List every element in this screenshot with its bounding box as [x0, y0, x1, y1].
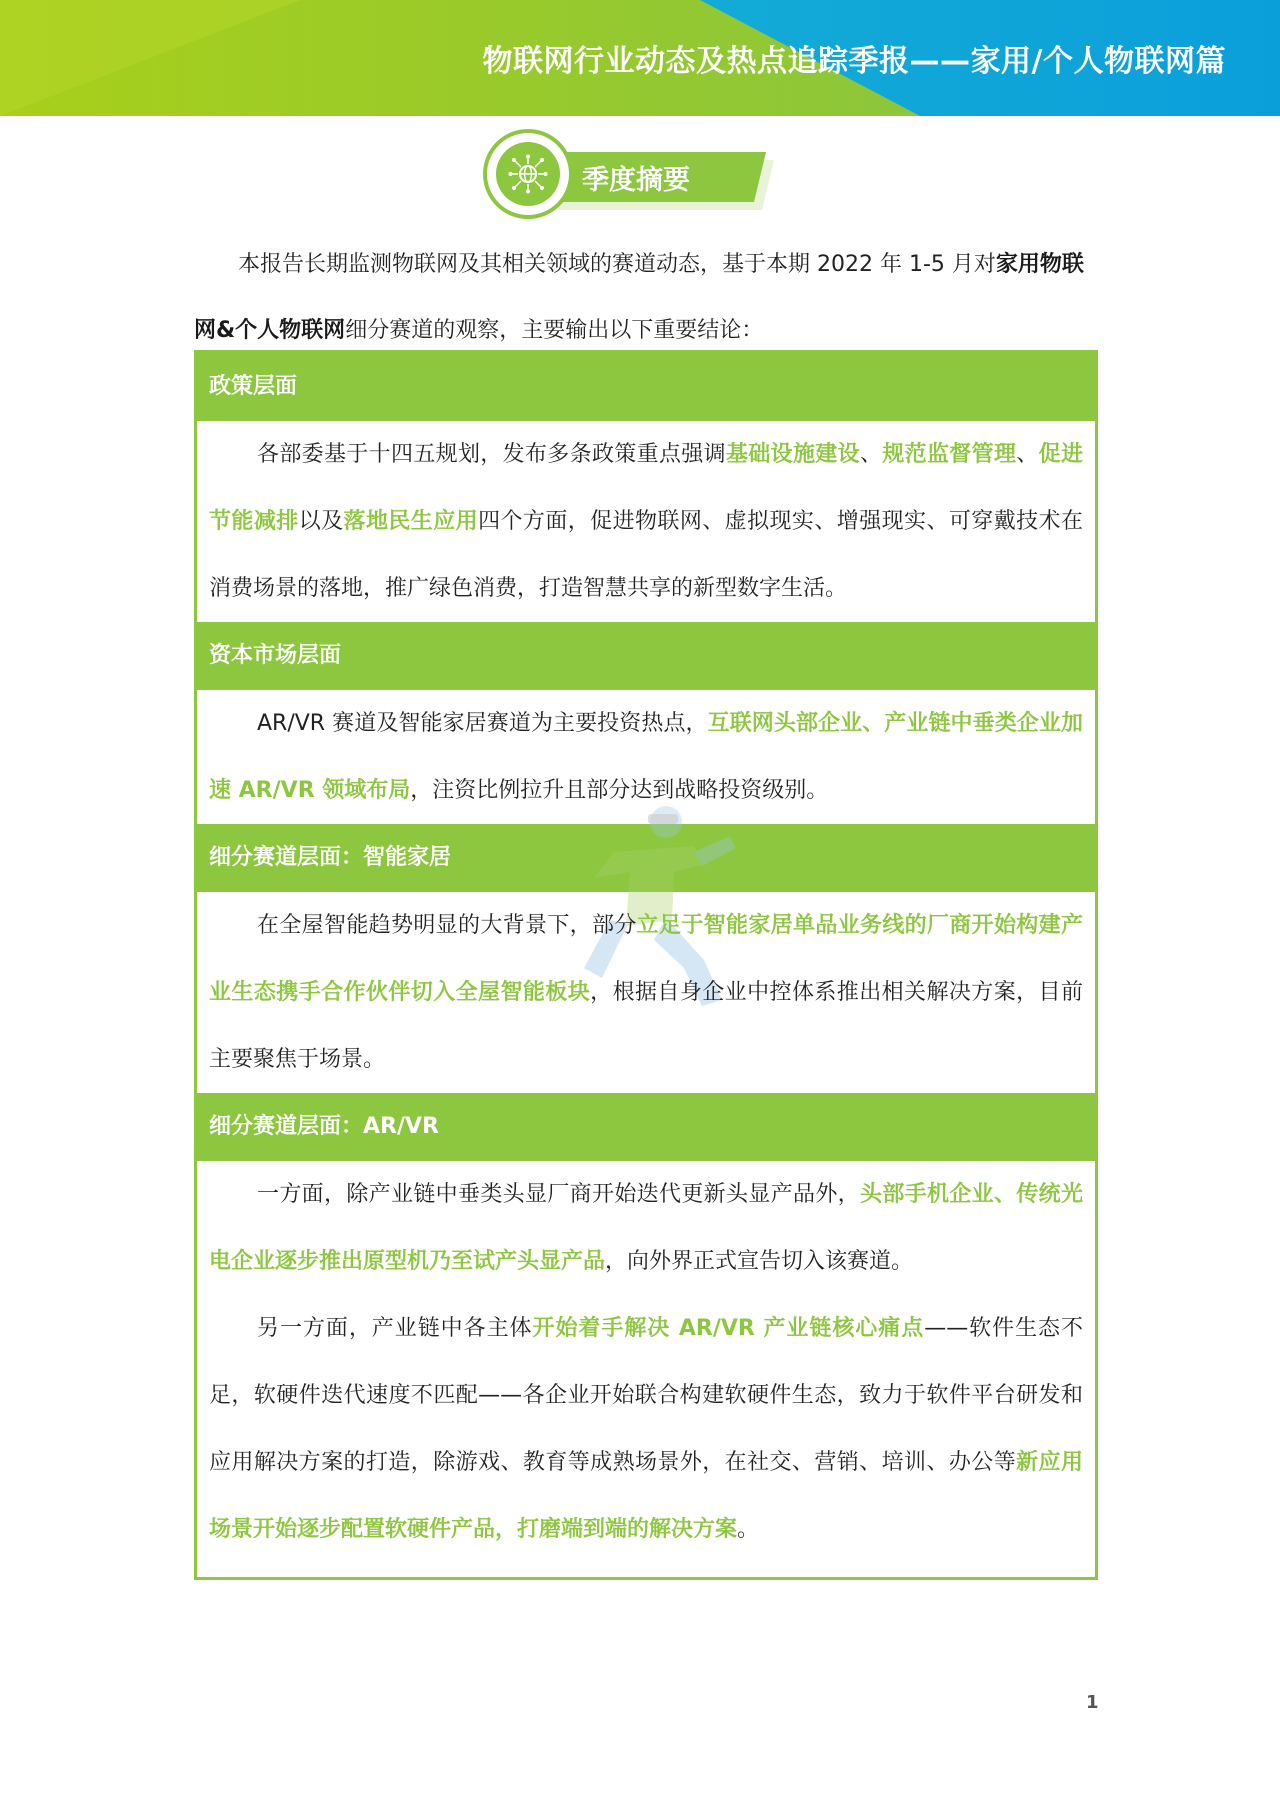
policy-text: 、 — [1016, 442, 1039, 467]
intro-text-2: 细分赛道的观察，主要输出以下重要结论： — [345, 318, 764, 343]
smart-home-highlight: 立足于智能家居单品业务线的厂商开始构建产业生态携手合作伙伴切入全屋智能板块 — [209, 913, 1083, 1005]
section-heading-arvr: 细分赛道层面：AR/VR — [197, 1093, 1095, 1161]
section-body-smart-home — [197, 892, 1095, 1093]
section-body-arvr — [197, 1161, 1095, 1577]
header-banner — [0, 0, 1280, 116]
arvr-text: ——软件生态不足，软硬件迭代速度不匹配——各企业开始联合构建软硬件生态，致力于软件平台研发和应用解决方案的打造，除游戏、教育等成熟场景外，在社交、营销、培训、办公等 — [209, 1316, 1083, 1475]
arvr-text: ，向外界正式宣告切入该赛道。 — [605, 1249, 914, 1274]
policy-text: 、 — [859, 442, 883, 467]
arvr-paragraph-1 — [209, 1161, 1083, 1295]
capital-text: ，注资比例拉升且部分达到战略投资级别。 — [410, 778, 829, 803]
smart-home-text: 在全屋智能趋势明显的大背景下，部分 — [257, 913, 637, 938]
policy-text: 四个方面，促进物联网、虚拟现实、增强现实、可穿戴技术在消费场景的落地，推广绿色消费，打造智慧共享的新型数字生活。 — [209, 509, 1083, 601]
intro-paragraph — [194, 232, 1094, 364]
badge-label: 季度摘要 — [582, 165, 690, 196]
capital-paragraph — [209, 690, 1083, 824]
policy-text: 各部委基于十四五规划，发布多条政策重点强调 — [257, 442, 726, 467]
section-heading-policy: 政策层面 — [197, 353, 1095, 421]
summary-box — [194, 350, 1098, 1580]
section-body-policy — [197, 421, 1095, 622]
report-title: 物联网行业动态及热点追踪季报——家用/个人物联网篇 — [482, 44, 1226, 79]
capital-text: AR/VR 赛道及智能家居赛道为主要投资热点， — [257, 711, 708, 736]
globe-network-icon — [508, 154, 548, 194]
intro-text-1: 本报告长期监测物联网及其相关领域的赛道动态，基于本期 2022 年 1-5 月对 — [238, 252, 996, 277]
smart-home-paragraph — [209, 892, 1083, 1093]
arvr-paragraph-2 — [209, 1295, 1083, 1563]
arvr-text: 另一方面，产业链中各主体 — [257, 1316, 533, 1341]
arvr-text: 一方面，除产业链中垂类头显厂商开始迭代更新头显产品外， — [257, 1182, 860, 1207]
policy-highlight: 促进节能减排 — [209, 442, 1083, 534]
arvr-highlight: 新应用场景开始逐步配置软硬件产品，打磨端到端的解决方案 — [209, 1450, 1083, 1542]
section-heading-smart-home: 细分赛道层面：智能家居 — [197, 824, 1095, 892]
policy-paragraph — [209, 421, 1083, 622]
arvr-text: 。 — [737, 1517, 760, 1542]
policy-highlight: 基础设施建设 — [725, 442, 860, 467]
policy-text: 以及 — [298, 509, 344, 534]
arvr-highlight: 头部手机企业、传统光电企业逐步推出原型机乃至试产头显产品 — [209, 1182, 1083, 1274]
section-body-capital — [197, 690, 1095, 824]
intro-bold: 家用物联网&个人物联网 — [194, 252, 1084, 343]
page-number: 1 — [1086, 1692, 1099, 1713]
section-badge — [478, 128, 778, 220]
arvr-highlight: 开始着手解决 AR/VR 产业链核心痛点 — [532, 1316, 925, 1341]
smart-home-text: ，根据自身企业中控体系推出相关解决方案，目前主要聚焦于场景。 — [209, 980, 1083, 1072]
capital-highlight: 互联网头部企业、产业链中垂类企业加速 AR/VR 领域布局 — [209, 711, 1083, 803]
section-heading-capital: 资本市场层面 — [197, 622, 1095, 690]
policy-highlight: 规范监督管理 — [882, 442, 1017, 467]
policy-highlight: 落地民生应用 — [343, 509, 479, 534]
